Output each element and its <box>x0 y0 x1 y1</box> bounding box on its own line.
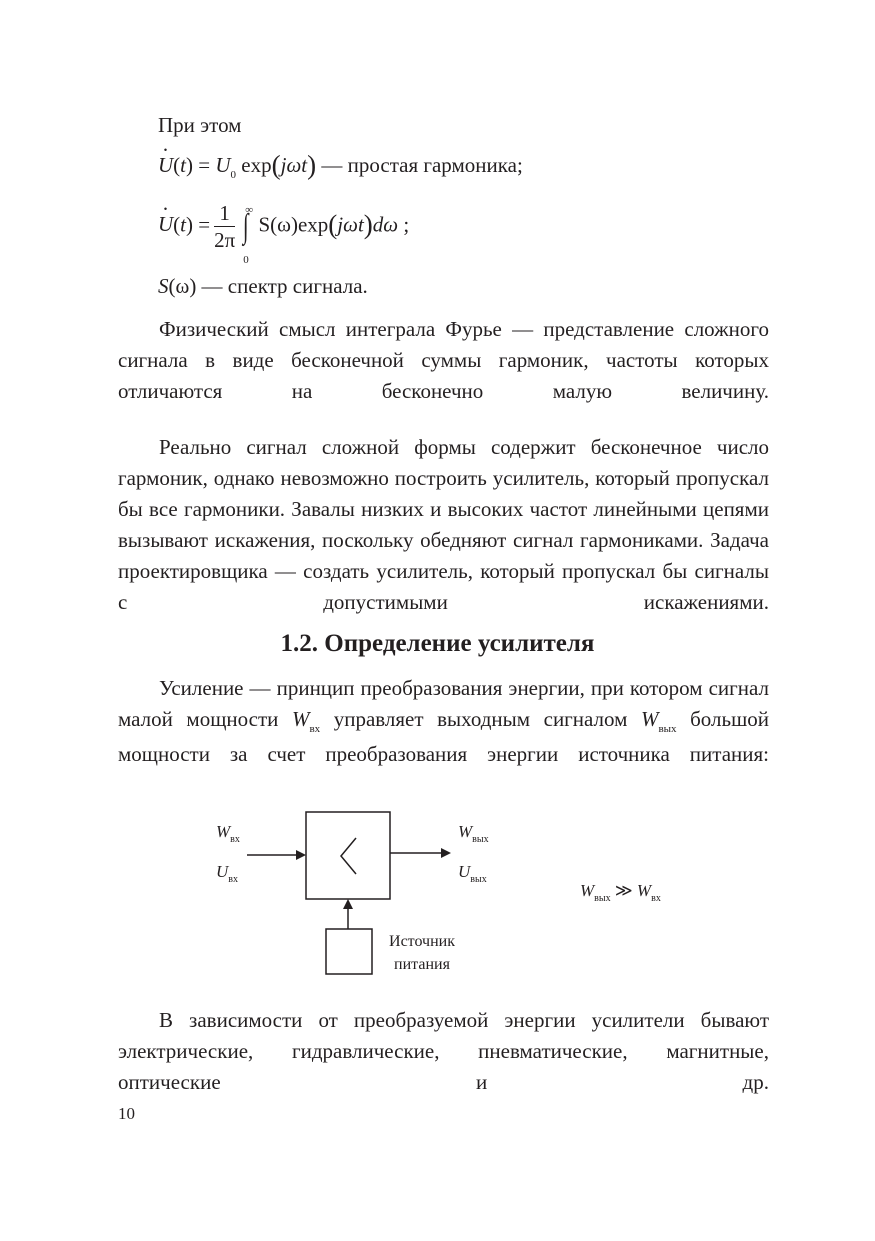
equation-harmonic: · $U(t) = U_0$ exp(jωt) — простая гармоника; <box>158 150 523 181</box>
equation-fourier-integral: · U(t) = $\frac{1}{2\pi}$ ∫ ∞ 0 S(ω)exp(jωt)dω ; <box>158 200 409 253</box>
paragraph-amplification: Усиление — принцип преобразования энергии, при котором сигнал малой мощности $W_{вх}$ управляет выходным сигналом $W_{вых}$ большой мощности за счет преобразования энергии источника питания: <box>118 676 769 766</box>
page-number: 10 <box>118 1104 135 1123</box>
output-arrowhead-icon <box>441 848 451 858</box>
amplifier-block <box>306 812 390 899</box>
paragraph-amplifier-types: В зависимости от преобразуемой энергии усилители бывают электрические, гидравлические, пневматические, магнитные, оптические и др. <box>118 1008 769 1094</box>
input-arrowhead-icon <box>296 850 306 860</box>
paragraph-harmonics: Реально сигнал сложной формы содержит бесконечное число гармоник, однако невозможно построить усилитель, который пропускал бы все гармоники. Завалы низких и высоких частот линейными цепями вызывают искажения, поскольку обедняют сигнал гармониками. Задача проектировщика — создать усилитель, который пропускал бы сигналы с допустимыми искажениями. <box>118 435 769 614</box>
supply-arrowhead-icon <box>343 899 353 909</box>
amplifier-symbol-icon <box>341 838 356 874</box>
power-source-block <box>326 929 372 974</box>
power-source-label: Источник питания <box>389 933 455 973</box>
power-relation: $W_{вых}$ ≫ $W_{вх}$ <box>580 881 661 904</box>
spectrum-definition: S(ω) — спектр сигнала. <box>158 274 368 298</box>
paragraph-fourier-meaning: Физический смысл интеграла Фурье — представление сложного сигнала в виде бесконечной суммы гармоник, частоты которых отличаются на бесконечно малую величину. <box>118 317 769 403</box>
label-u-in: $U_{вх}$ <box>216 862 239 885</box>
label-w-in: $W_{вх}$ <box>216 822 240 845</box>
intro-text: При этом <box>158 113 242 137</box>
section-heading: 1.2. Определение усилителя <box>280 630 595 657</box>
label-u-out: $U_{вых}$ <box>458 862 487 885</box>
label-w-out: $W_{вых}$ <box>458 822 489 845</box>
